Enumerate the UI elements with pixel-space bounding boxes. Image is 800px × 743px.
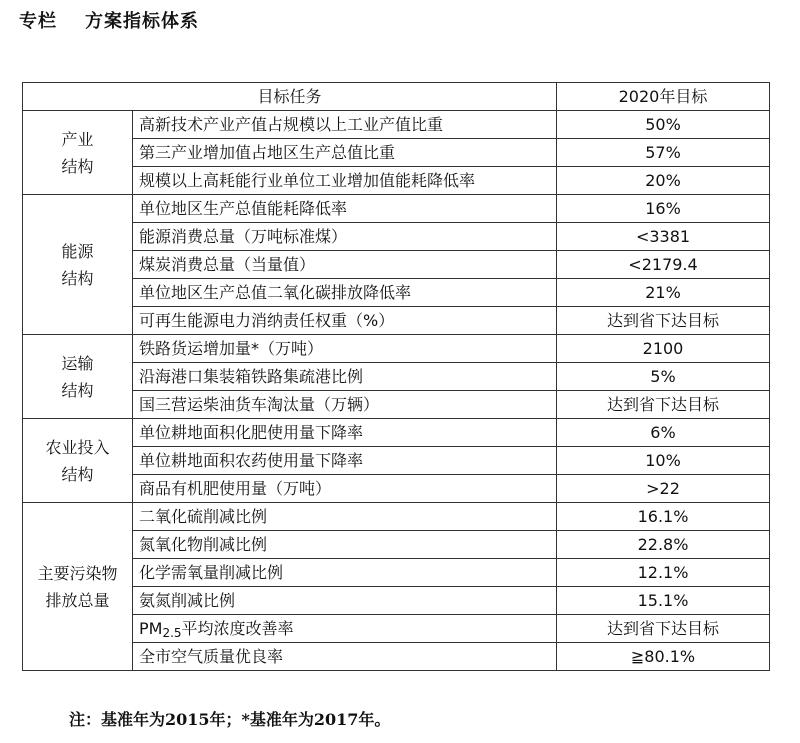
category-label-line1: 能源 [61, 241, 94, 261]
category-label-line1: 运输 [61, 353, 94, 373]
target-value-cell: 50% [557, 111, 770, 139]
target-value-cell: 达到省下达目标 [557, 615, 770, 643]
column-header-task: 目标任务 [23, 83, 557, 111]
category-cell [23, 111, 133, 195]
indicator-name-cell: 化学需氧量削减比例 [133, 559, 557, 587]
target-value-cell: 达到省下达目标 [557, 391, 770, 419]
target-value-cell: 5% [557, 363, 770, 391]
target-value-cell: 22.8% [557, 531, 770, 559]
table-row [23, 475, 770, 503]
indicator-name-cell: 第三产业增加值占地区生产总值比重 [133, 139, 557, 167]
indicator-name-cell: 可再生能源电力消纳责任权重（%） [133, 307, 557, 335]
indicator-name-subscript: 2.5 [162, 626, 182, 640]
target-value-cell: <2179.4 [557, 251, 770, 279]
indicator-name-cell: 国三营运柴油货车淘汰量（万辆） [133, 391, 557, 419]
table-row [23, 111, 770, 139]
table-row [23, 195, 770, 223]
category-cell [23, 503, 133, 671]
indicator-name-cell: 氮氧化物削减比例 [133, 531, 557, 559]
category-cell [23, 335, 133, 419]
indicator-name-cell: 铁路货运增加量*（万吨） [133, 335, 557, 363]
indicator-name-cell: 商品有机肥使用量（万吨） [133, 475, 557, 503]
table-row [23, 587, 770, 615]
indicator-name-cell: 单位耕地面积农药使用量下降率 [133, 447, 557, 475]
target-value-cell: 57% [557, 139, 770, 167]
indicator-name-cell: 高新技术产业产值占规模以上工业产值比重 [133, 111, 557, 139]
indicator-name-cell [133, 615, 557, 643]
indicator-name-cell: 煤炭消费总量（当量值） [133, 251, 557, 279]
category-cell [23, 195, 133, 335]
table-row [23, 139, 770, 167]
indicator-table [22, 82, 770, 671]
target-value-cell: 16% [557, 195, 770, 223]
target-value-cell: 20% [557, 167, 770, 195]
table-row [23, 307, 770, 335]
table-row [23, 643, 770, 671]
target-value-cell: >22 [557, 475, 770, 503]
target-value-cell: 12.1% [557, 559, 770, 587]
target-value-cell: 2100 [557, 335, 770, 363]
indicator-name-text: 平均浓度改善率 [181, 619, 294, 638]
table-row [23, 167, 770, 195]
target-value-cell: 15.1% [557, 587, 770, 615]
indicator-name-cell: 单位地区生产总值二氧化碳排放降低率 [133, 279, 557, 307]
category-label-line2: 结构 [61, 268, 94, 288]
category-label-line2: 结构 [61, 380, 94, 400]
table-body [23, 111, 770, 671]
box-label: 专栏 [19, 11, 57, 32]
category-label-line1: 产业 [61, 129, 94, 149]
target-value-cell: ≧80.1% [557, 643, 770, 671]
category-cell [23, 419, 133, 503]
table-row [23, 531, 770, 559]
target-value-cell: <3381 [557, 223, 770, 251]
indicator-name-cell: 单位耕地面积化肥使用量下降率 [133, 419, 557, 447]
indicator-name-cell: 能源消费总量（万吨标准煤） [133, 223, 557, 251]
table-row [23, 615, 770, 643]
table-row [23, 503, 770, 531]
target-value-cell: 6% [557, 419, 770, 447]
table-row [23, 391, 770, 419]
indicator-name-cell: 规模以上高耗能行业单位工业增加值能耗降低率 [133, 167, 557, 195]
target-value-cell: 16.1% [557, 503, 770, 531]
category-label-line2: 排放总量 [45, 590, 110, 610]
table-header-row [23, 83, 770, 111]
table-row [23, 419, 770, 447]
table-row [23, 335, 770, 363]
table-row [23, 363, 770, 391]
indicator-name-cell: 二氧化硫削减比例 [133, 503, 557, 531]
category-label-line2: 结构 [61, 156, 94, 176]
table-row [23, 223, 770, 251]
indicator-name-cell: 全市空气质量优良率 [133, 643, 557, 671]
category-label-line1: 主要污染物 [37, 563, 118, 583]
box-title: 方案指标体系 [85, 11, 199, 32]
indicator-name-prefix: PM [139, 619, 163, 638]
footnote: 注：基准年为2015年；*基准年为2017年。 [69, 710, 391, 729]
target-value-cell: 21% [557, 279, 770, 307]
indicator-name-cell: 沿海港口集装箱铁路集疏港比例 [133, 363, 557, 391]
box-header [19, 7, 199, 33]
target-value-cell: 达到省下达目标 [557, 307, 770, 335]
column-header-target: 2020年目标 [557, 83, 770, 111]
indicator-name-cell: 单位地区生产总值能耗降低率 [133, 195, 557, 223]
category-label-line1: 农业投入 [45, 437, 110, 457]
table-row [23, 251, 770, 279]
category-label-line2: 结构 [61, 464, 94, 484]
table-row [23, 447, 770, 475]
table-row [23, 559, 770, 587]
target-value-cell: 10% [557, 447, 770, 475]
table-row [23, 279, 770, 307]
indicator-name-cell: 氨氮削减比例 [133, 587, 557, 615]
